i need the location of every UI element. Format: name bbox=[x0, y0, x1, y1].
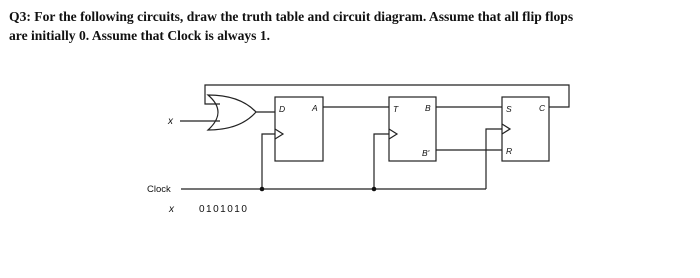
clock-marker-ff2 bbox=[389, 129, 397, 139]
junction-dot bbox=[372, 187, 377, 192]
feedback-wire bbox=[205, 85, 569, 107]
clock-marker-ff3 bbox=[502, 124, 510, 134]
or-gate bbox=[208, 95, 256, 130]
clock-label: Clock bbox=[147, 184, 171, 195]
question-line-2: are initially 0. Assume that Clock is always 1. bbox=[9, 28, 271, 43]
junction-dot bbox=[260, 187, 265, 192]
x-input-label: x bbox=[168, 116, 173, 127]
ff2-bbar-label: B' bbox=[422, 148, 430, 158]
clock-branch-ff2 bbox=[374, 134, 389, 189]
input-sequence: 0101010 bbox=[199, 204, 249, 215]
ff2-t-label: T bbox=[393, 104, 399, 114]
sequence-x-label: x bbox=[169, 204, 174, 215]
ff3-s-label: S bbox=[506, 104, 512, 114]
ff3-r-label: R bbox=[506, 146, 513, 156]
clock-branch-ff3 bbox=[486, 129, 502, 189]
ff1-a-label: A bbox=[312, 103, 318, 113]
clock-branch-ff1 bbox=[262, 134, 275, 189]
ff1-d-label: D bbox=[279, 104, 286, 114]
question-line-1: Q3: For the following circuits, draw the truth table and circuit diagram. Assume that all flip flops bbox=[9, 9, 574, 24]
clock-marker-ff1 bbox=[275, 129, 283, 139]
ff2-b-label: B bbox=[425, 103, 431, 113]
ff3-c-label: C bbox=[539, 103, 546, 113]
